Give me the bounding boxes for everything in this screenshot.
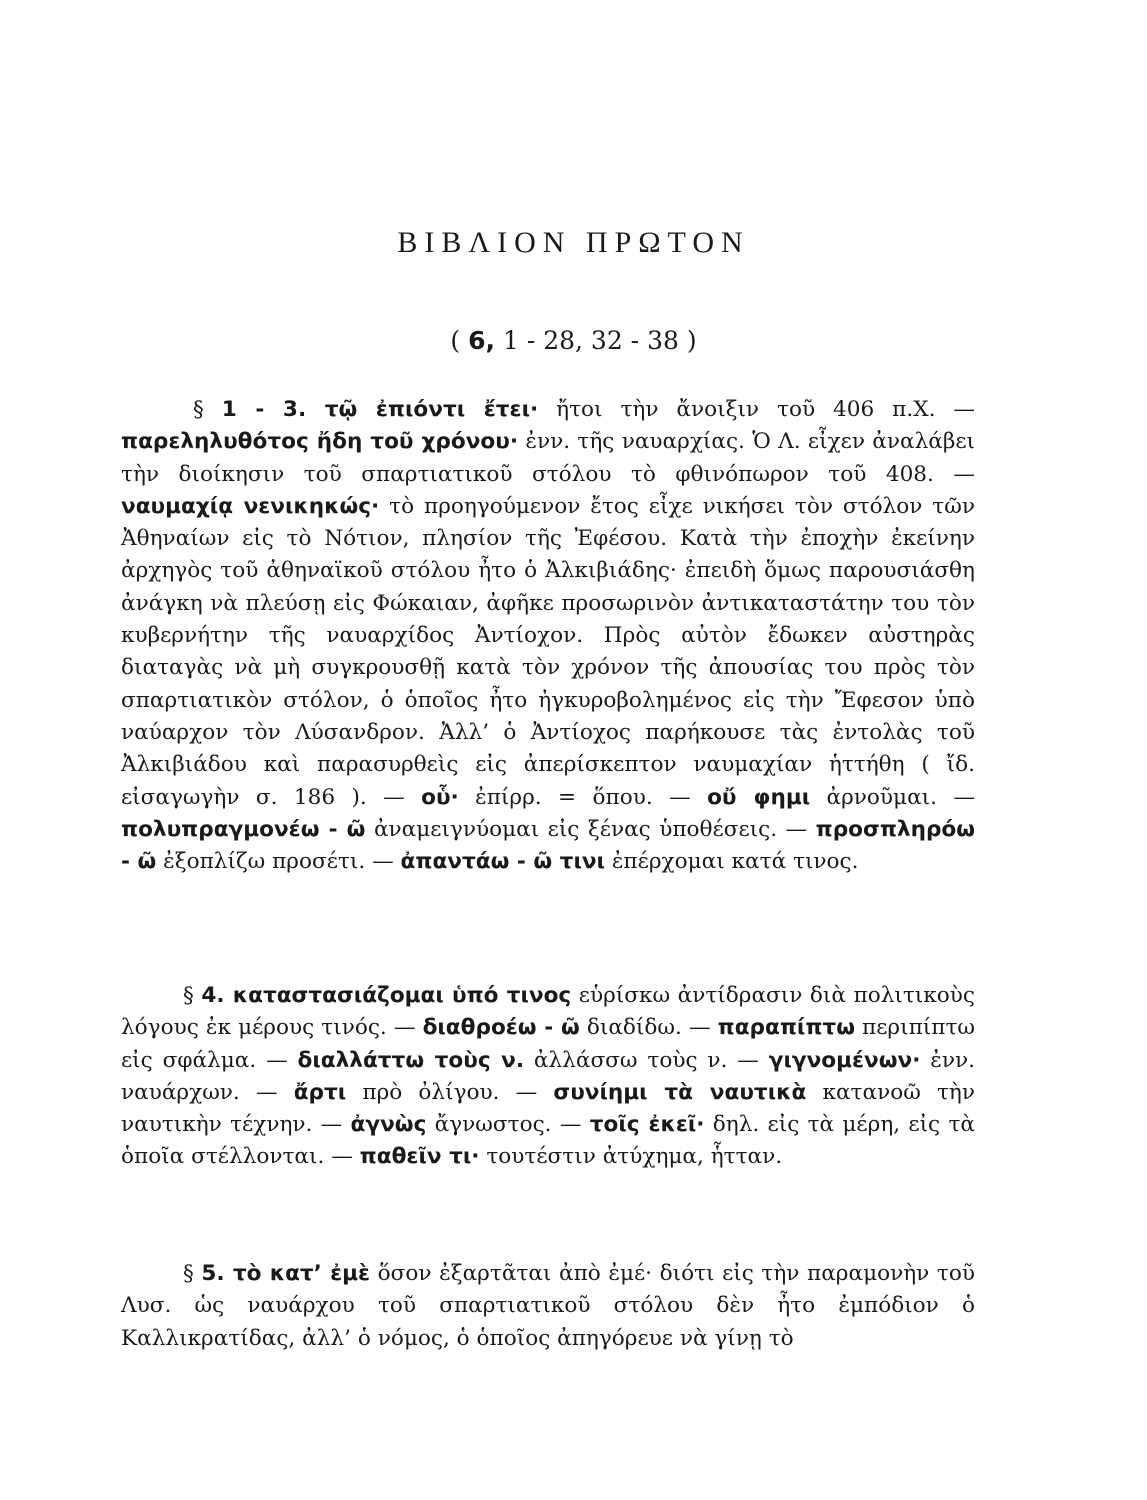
lemma: γιγνομένων·	[768, 1047, 921, 1073]
gloss-text: ἐνν. τῆς ναυαρχίας. Ὁ Λ. εἶχεν ἀναλάβει τὴν διοίκησιν τοῦ σπαρτιατικοῦ στόλου τὸ φθινόπωρον τοῦ 408. —	[121, 429, 975, 487]
lemma: προσπληρόω - ῶ	[121, 816, 976, 875]
gloss-text: ἄγνωστος. —	[426, 1112, 590, 1138]
gloss-text: ἀρνοῦμαι. —	[810, 784, 975, 810]
lemma: ἀπαντάω - ῶ τινι	[400, 849, 605, 875]
gloss-text: τὸ προηγούμενον ἔτος εἶχε νικήσει τὸν στόλον τῶν Ἀθηναίων εἰς τὸ Νότιον, πλησίον τῆς Ἐφέσου. Κατὰ τὴν ἐποχὴν ἐκείνην ἀρχηγὸς τοῦ ἀθηναϊκοῦ στόλου ἦτο ὁ Ἀλκιβιάδης· ἐπειδὴ ὅμως παρουσιάσθη ἀνάγκη νὰ πλεύσῃ εἰς Φώκαιαν, ἀφῆκε προσωρινὸν ἀντικαταστάτην του τὸν κυβερνήτην τῆς ναυαρχίδος Ἀντίοχον. Πρὸς αὐτὸν ἔδωκεν αὐστηρὰς διαταγὰς νὰ μὴ συγκρουσθῇ κατὰ τὸν χρόνον τῆς ἀπουσίας του πρὸς τὸν σπαρτιατικὸν στόλον, ὁ ὁποῖος ἦτο ἠγκυροβολημένος εἰς τὴν Ἔφεσον ὑπὸ ναύαρχον τὸν Λύσανδρον. Ἀλλ’ ὁ Ἀντίοχος παρήκουσε τὰς ἐντολὰς τοῦ Ἀλκιβιάδου καὶ παρασυρθεὶς εἰς ἀπερίσκεπτον ναυμαχίαν ἡττήθη ( ἴδ. εἰσαγωγὴν σ. 186 ). —	[121, 493, 975, 810]
ref-open: (	[450, 326, 469, 355]
gloss-text: §	[193, 397, 222, 422]
ref-lines: 1 - 28, 32 - 38 )	[495, 326, 697, 355]
commentary-paragraph-3	[121, 1258, 975, 1355]
gloss-text: δηλ. εἰς τὰ μέρη, εἰς τὰ ὁποῖα στέλλονται. —	[121, 1112, 975, 1170]
gloss-text: ἐπέρχομαι κατά τινος.	[604, 849, 859, 875]
gloss-text: ἐπίρρ. = ὅπου. —	[458, 784, 708, 810]
gloss-text: ὅσον ἐξαρτᾶται ἀπὸ ἐμέ· διότι εἰς τὴν παραμονὴν τοῦ Λυσ. ὡς ναυάρχου τοῦ σπαρτιατικοῦ στόλου δὲν ἦτο ἐμπόδιον ὁ Καλλικρατίδας, ἀλλ’ ὁ νόμος, ὁ ὁποῖος ἀπηγόρευε νὰ γίνῃ τὸ	[121, 1261, 975, 1351]
gloss-text: διαδίδω. —	[579, 1015, 718, 1041]
lemma: οὔ φημι	[707, 784, 811, 810]
lemma: οὗ·	[421, 784, 459, 810]
lemma: παθεῖν τι·	[359, 1144, 480, 1170]
chapter-reference	[0, 326, 1147, 355]
gloss-text: ἤτοι τὴν ἄνοιξιν τοῦ 406 π.Χ. —	[538, 397, 976, 422]
lemma: τοῖς ἐκεῖ·	[589, 1112, 705, 1138]
gloss-text: κατανοῶ τὴν ναυτικὴν τέχνην. —	[121, 1079, 975, 1138]
gloss-text: ἀλλάσσω τοὺς ν. —	[524, 1047, 769, 1073]
page-title: ΒΙΒΛΙΟΝ ΠΡΩΤΟΝ	[397, 226, 750, 259]
lemma: διαλλάττω τοὺς ν.	[297, 1047, 525, 1073]
gloss-text: πρὸ ὀλίγου. —	[346, 1079, 554, 1105]
gloss-text: §	[183, 983, 202, 1008]
lemma: συνίημι τὰ ναυτικὰ	[553, 1079, 807, 1105]
gloss-text: ἀναμειγνύομαι εἰς ξένας ὑποθέσεις. —	[365, 816, 816, 842]
lemma: ἄρτι	[293, 1079, 347, 1105]
lemma: ἀγνὼς	[350, 1112, 427, 1138]
lemma: 1 - 3. τῷ ἐπιόντι ἔτει·	[221, 397, 539, 422]
ref-chapter: 6,	[468, 326, 496, 355]
lemma: διαθροέω - ῶ	[422, 1015, 580, 1041]
lemma: 5. τὸ κατ’ ἐμὲ	[201, 1261, 371, 1286]
commentary-paragraph-2	[121, 980, 975, 1174]
lemma: παραπίπτω	[717, 1015, 855, 1041]
gloss-text: ἐξοπλίζω προσέτι. —	[156, 849, 401, 875]
lemma: πολυπραγμονέω - ῶ	[121, 816, 366, 842]
commentary-paragraph-1	[121, 394, 975, 878]
gloss-text: περιπίπτω εἰς σφάλμα. —	[121, 1015, 975, 1073]
lemma: 4. καταστασιάζομαι ὑπό τινος	[201, 983, 572, 1008]
lemma: παρεληλυθότος ἤδη τοῦ χρόνου·	[121, 429, 519, 455]
gloss-text: ἐνν. ναυάρχων. —	[121, 1047, 975, 1105]
lemma: ναυμαχίᾳ νενικηκώς·	[121, 493, 380, 519]
gloss-text: εὑρίσκω ἀντίδρασιν διὰ πολιτικοὺς λόγους ἐκ μέρους τινός. —	[121, 983, 975, 1041]
gloss-text: §	[183, 1261, 202, 1286]
gloss-text: τουτέστιν ἀτύχημα, ἧτταν.	[479, 1144, 783, 1170]
